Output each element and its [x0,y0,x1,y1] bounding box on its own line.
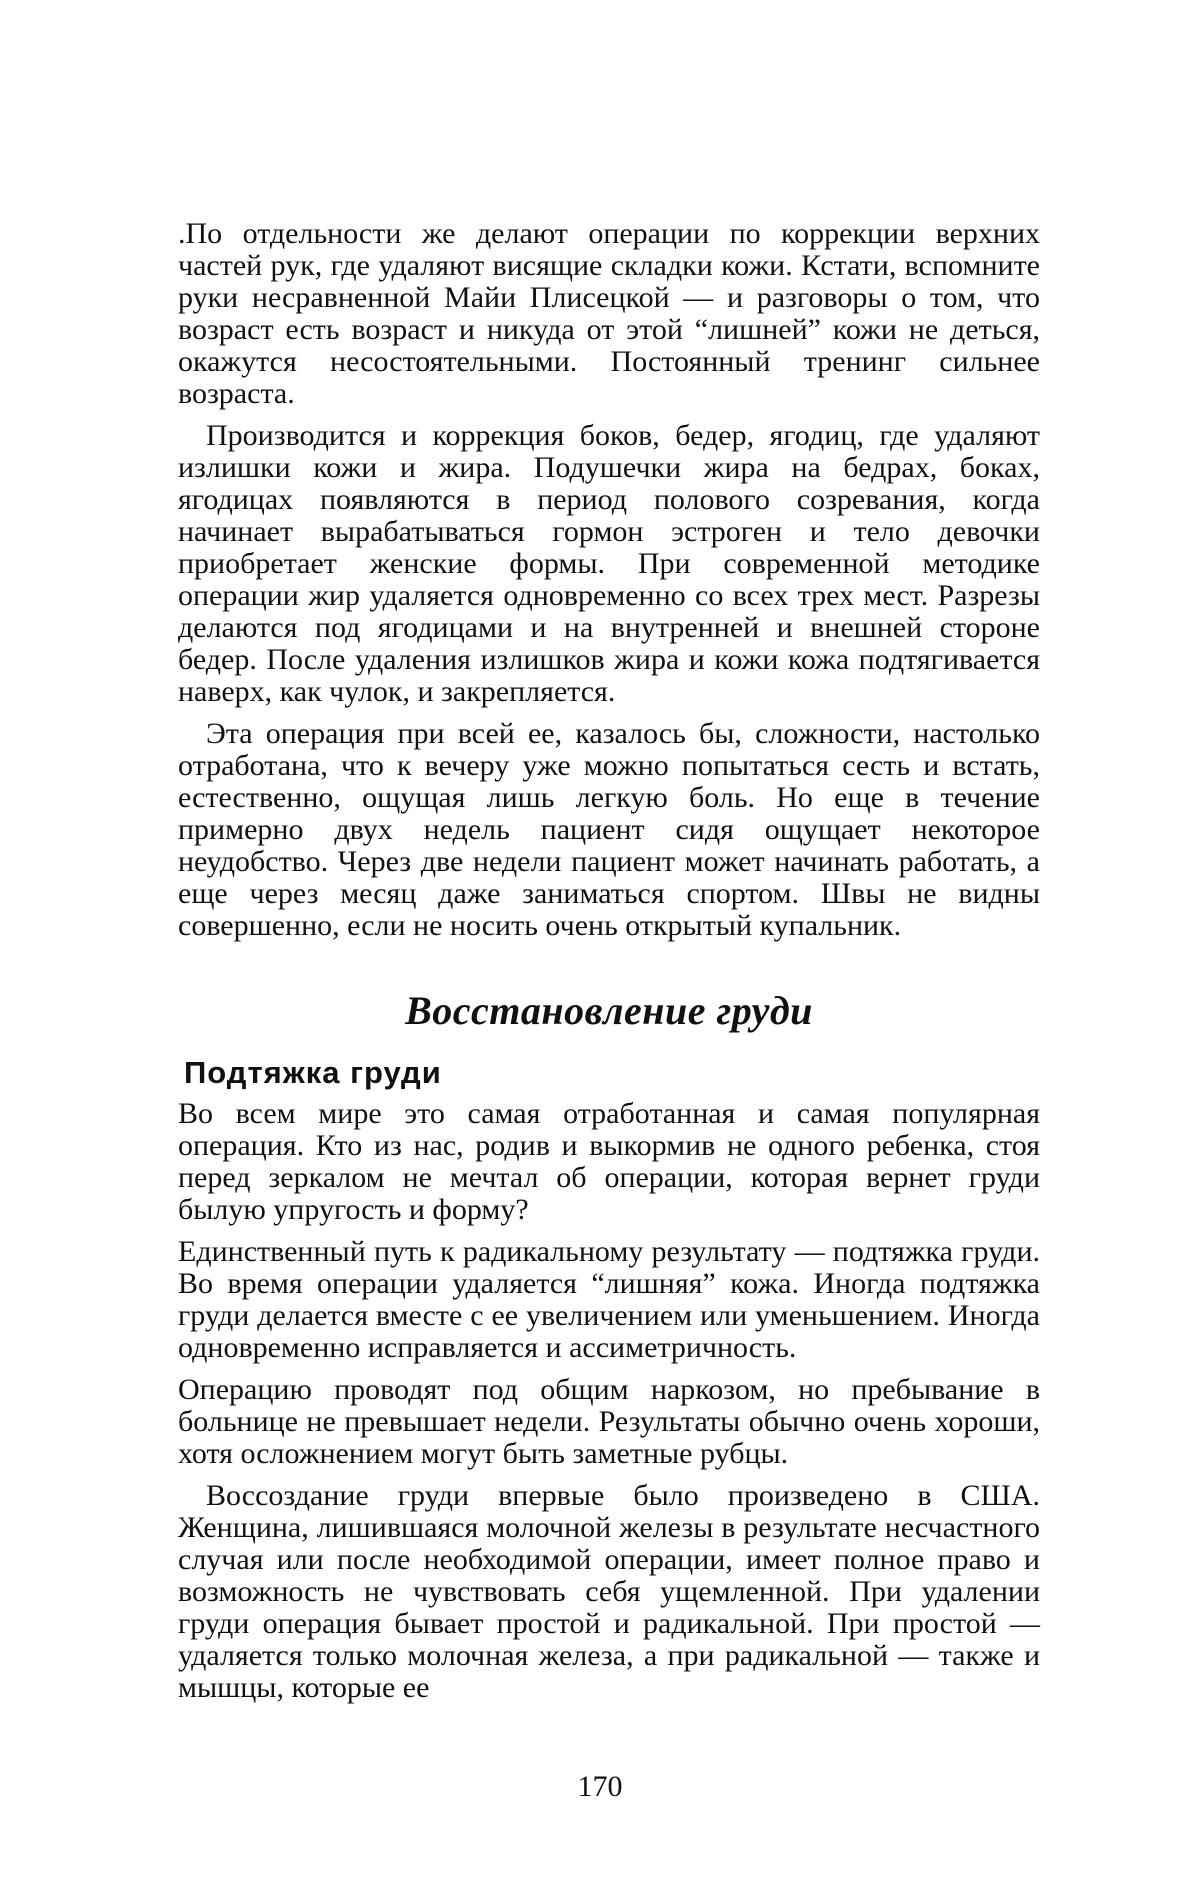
paragraph-reconstruction: Воссоздание груди впервые было произведено в США. Женщина, лишившаяся молочной железы в результате несчастного случая или после необходимой операции, имеет полное право и возможность не чувствовать себя ущемленной. При удалении груди операция бывает простой и радикальной. При простой — удаляется только молочная железа, а при радикальной — также и мышцы, которые ее [178,1480,1040,1704]
page-number: 170 [0,1770,1200,1804]
subsection-title: Подтяжка груди [178,1056,1040,1090]
paragraph-upper-arms: .По отдельности же делают операции по коррекции верхних частей рук, где удаляют висящие складки кожи. Кстати, вспомните руки несравненной Майи Плисецкой — и разговоры о том, что возраст есть возраст и никуда от этой “лишней” кожи не деться, окажутся несостоятельными. Постоянный тренинг сильнее возраста. [178,218,1040,410]
paragraph-breast-lift: Единственный путь к радикальному результату — подтяжка груди. Во время операции удаляется “лишняя” кожа. Иногда подтяжка груди делается вместе с ее увеличением или уменьшением. Иногда одновременно исправляется и ассиметричность. [178,1236,1040,1364]
page-body [178,218,1040,1704]
paragraph-anesthesia: Операцию проводят под общим наркозом, но пребывание в больнице не превышает недели. Результаты обычно очень хороши, хотя осложнением могут быть заметные рубцы. [178,1374,1040,1470]
paragraph-popular-operation: Во всем мире это самая отработанная и самая популярная операция. Кто из нас, родив и выкормив не одного ребенка, стоя перед зеркалом не мечтал об операции, которая вернет груди былую упругость и форму? [178,1098,1040,1226]
paragraph-recovery: Эта операция при всей ее, казалось бы, сложности, настолько отработана, что к вечеру уже можно попытаться сесть и встать, естественно, ощущая лишь легкую боль. Но еще в течение примерно двух недель пациент сидя ощущает некоторое неудобство. Через две недели пациент может начинать работать, а еще через месяц даже заниматься спортом. Швы не видны совершенно, если не носить очень открытый купальник. [178,718,1040,942]
section-title: Восстановление груди [178,988,1040,1034]
paragraph-hips-correction: Производится и коррекция боков, бедер, ягодиц, где удаляют излишки кожи и жира. Подушечки жира на бедрах, боках, ягодицах появляются в период полового созревания, когда начинает вырабатываться гормон эстроген и тело девочки приобретает женские формы. При современной методике операции жир удаляется одновременно со всех трех мест. Разрезы делаются под ягодицами и на внутренней и внешней стороне бедер. После удаления излишков жира и кожи кожа подтягивается наверх, как чулок, и закрепляется. [178,420,1040,708]
